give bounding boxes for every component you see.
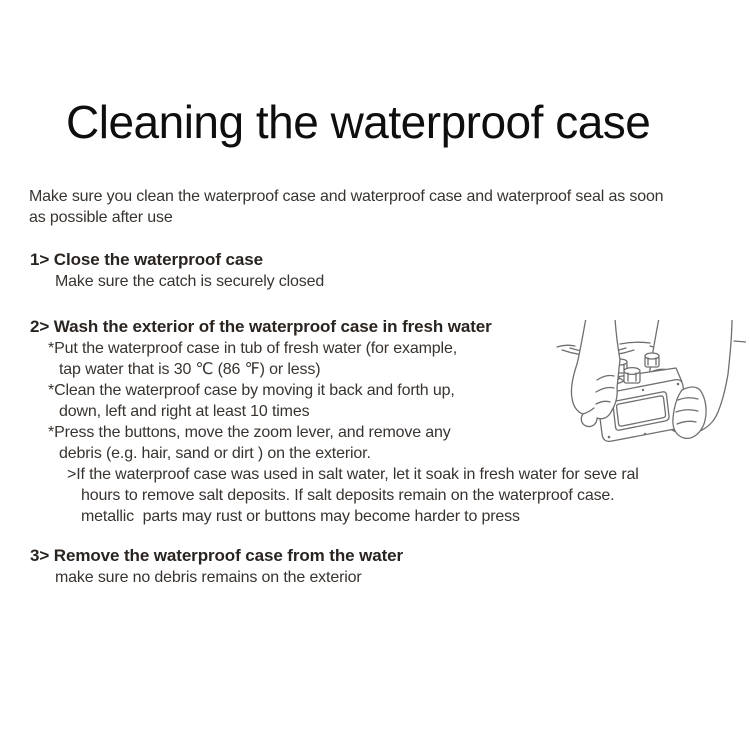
step-2-bullet-line: *Put the waterproof case in tub of fresh water (for example, — [48, 340, 457, 357]
step-2-bullet-line: tap water that is 30 ℃ (86 ℉) or less) — [59, 361, 321, 378]
step-2-heading: 2> Wash the exterior of the waterproof case in fresh water — [30, 317, 492, 336]
intro-line: as possible after use — [29, 209, 173, 226]
intro-line: Make sure you clean the waterproof case and waterproof case and waterproof seal as soon — [29, 188, 664, 205]
step-3-heading: 3> Remove the waterproof case from the water — [30, 546, 404, 565]
step-2-bullet-line: *Press the buttons, move the zoom lever, and remove any — [48, 424, 451, 441]
step-2-bullet-line: *Clean the waterproof case by moving it back and forth up, — [48, 382, 455, 399]
step-2-subnote-line: >If the waterproof case was used in salt water, let it soak in fresh water for seve ral — [67, 466, 639, 483]
step-2-bullet-line: down, left and right at least 10 times — [59, 403, 310, 420]
step-3-note: make sure no debris remains on the exterior — [55, 569, 362, 586]
step-1-note: Make sure the catch is securely closed — [55, 273, 325, 290]
step-2-subnote-line: metallic parts may rust or buttons may become harder to press — [81, 508, 520, 525]
step-1-heading: 1> Close the waterproof case — [30, 250, 263, 269]
intro-paragraph — [29, 186, 663, 228]
step-2-bullet-line: debris (e.g. hair, sand or dirt ) on the exterior. — [59, 445, 371, 462]
step-3-remove-case — [30, 545, 745, 588]
illustration-lines — [557, 320, 746, 441]
page-title: Cleaning the waterproof case — [66, 96, 651, 148]
step-1-close-case — [30, 249, 745, 292]
step-2-subnote-line: hours to remove salt deposits. If salt deposits remain on the waterproof case. — [81, 487, 615, 504]
hands-washing-case-illustration — [556, 320, 746, 452]
